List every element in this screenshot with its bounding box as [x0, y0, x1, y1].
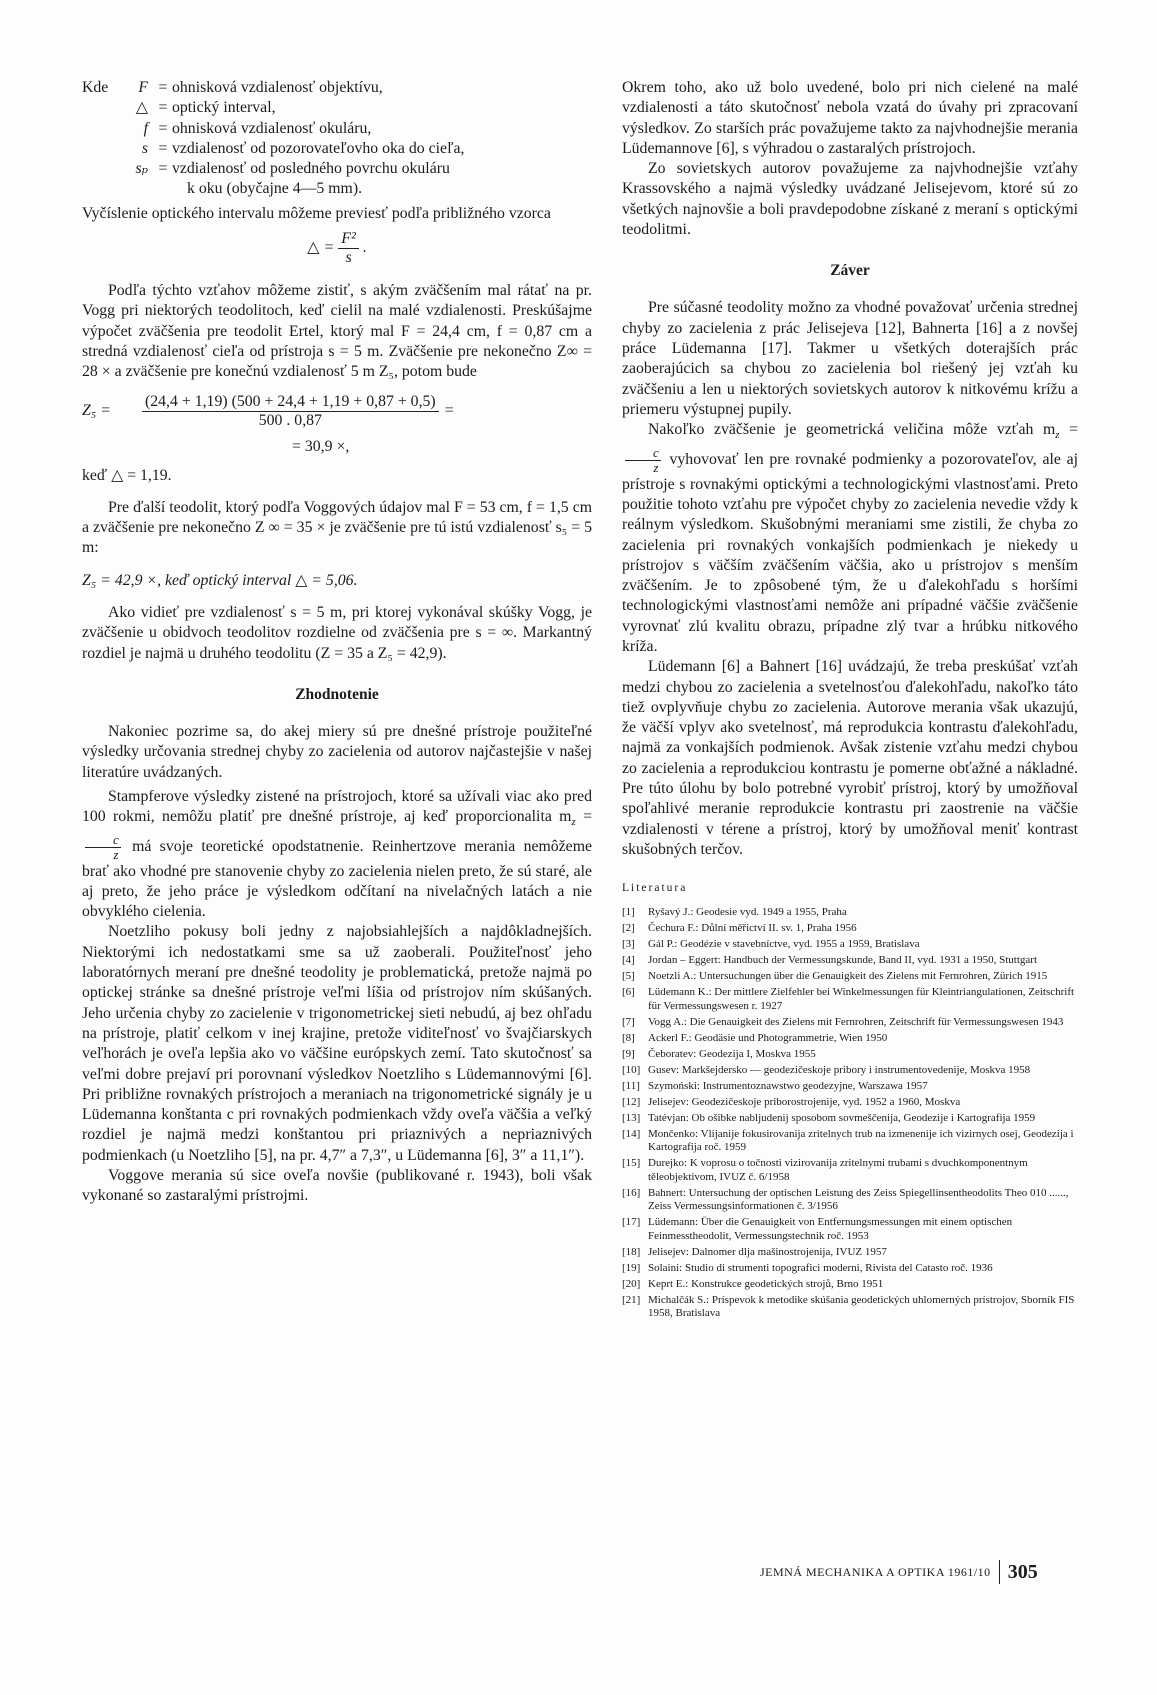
formula-z5-lhs: Z₅ =: [82, 402, 111, 420]
formula-z5-result: = 30,9 ×,: [292, 437, 350, 455]
paragraph-vogg-comparison: Ako vidieť pre vzdialenosť s = 5 m, pri ktorej vykonával skúšky Vogg, je zväčšenie u obidvoch teodolitov rozdielne od zväčšenia pre s = ∞. Markantný rozdiel je najmä u druhého teodolitu (Z = 35 a Z₅ = 42,9).: [82, 604, 592, 662]
variable-description: ohnisková vzdialenosť okuláru,: [172, 119, 372, 137]
page-number: 305: [1007, 1560, 1038, 1583]
reference-text: Gál P.: Geodézie v stavebníctve, vyd. 1955 a 1959, Bratislava: [648, 938, 920, 951]
formula-lhs: △ =: [307, 239, 335, 257]
reference-text: Tatévjan: Ob ošibke nabljudenij sposobom sovmeščenija, Geodezije i Kartografija 1959: [648, 1111, 1036, 1124]
variable-symbol: △: [135, 99, 148, 117]
stampfer-numerator: c: [85, 833, 121, 848]
reference-item: [622, 1032, 1078, 1046]
reference-item: [622, 1064, 1078, 1078]
reference-text: Jelisejev: Geodezičeskoje priborostrojenije, vyd. 1952 a 1960, Moskva: [648, 1095, 961, 1108]
reference-number: [4]: [622, 954, 635, 967]
reference-item: [622, 1016, 1078, 1030]
reference-number: [15]: [622, 1157, 641, 1170]
reference-text: Gusev: Markšejdersko — geodezičeskoje pribory i instrumentovedenije, Moskva 1958: [648, 1063, 1031, 1076]
reference-number: [9]: [622, 1047, 635, 1060]
formula-optical-interval: [82, 230, 592, 267]
right-column: [622, 78, 1078, 1323]
reference-number: [11]: [622, 1079, 640, 1092]
reference-list: [622, 906, 1078, 1321]
paragraph-older-works: Okrem toho, ako už bolo uvedené, bolo pri nich cielené na malé vzdialenosti a táto skutočnosť nebola vzatá do úvahy pri zpracovaní výsledkov. Zo starších prác považujeme takto za najvhodnejšie merania Lüdemannove [6], s výhradou o zastaralých prístrojoch.: [622, 79, 1078, 157]
reference-number: [8]: [622, 1031, 635, 1044]
section-heading-evaluation: Zhodnotenie: [295, 685, 379, 703]
reference-item: [622, 1157, 1078, 1184]
variable-equals: =: [158, 99, 168, 117]
reference-number: [1]: [622, 906, 635, 919]
geometric-text-b: vyhovovať len pre rovnaké podmienky a pozorovateľov, ale aj prístroje s rovnakými optickými a technologickými vlastnosťami. Preto použitie tohoto vzťahu pre výpočet chyby zo zacielenia nevedie vždy k reálnym výsledkom. Skušobnými meraniami sme zistili, že chyba zo zacielenia pri rovnakých vonkajších podmienkach je niekedy u prístrojov s väčším zväčšením väčšia, ako u prístrojov s menším zväčšením. Je to zpôsobené tým, že u ďalekohľadu s horšími technologickými vlastnosťami nemôže ani prípadné väčšie zväčšenie vyrovnať zlú kvalitu obrazu, prípadne zlý tvar a hrúbku nitkového kríža.: [622, 450, 1078, 655]
reference-item: [622, 1112, 1078, 1126]
variable-lead: [82, 139, 118, 159]
reference-item: [622, 1294, 1078, 1321]
variable-lead: [82, 159, 118, 179]
reference-number: [6]: [622, 986, 635, 999]
paragraph-stampfer: [82, 787, 592, 923]
variable-description: ohnisková vzdialenosť objektívu,: [172, 79, 383, 96]
variable-definition: [82, 159, 592, 179]
variable-description: vzdialenosť od posledného povrchu okuláru: [172, 160, 450, 178]
reference-item: [622, 1246, 1078, 1260]
reference-number: [18]: [622, 1245, 641, 1258]
reference-number: [19]: [622, 1261, 641, 1274]
variable-description: vzdialenosť od pozorovateľovho oka do cieľa,: [172, 139, 465, 157]
variable-symbol: sₚ: [135, 160, 148, 178]
reference-text: Jelisejev: Dalnomer dlja mašinostrojenija, IVUZ 1957: [648, 1245, 887, 1258]
reference-item: [622, 1096, 1078, 1110]
reference-text: Bahnert: Untersuchung der optischen Leistung des Zeiss Spiegellinsentheodolits Theo 010 ......, Zeiss Vermessungsinformationen č. 3/1956: [648, 1186, 1069, 1213]
reference-item: [622, 1262, 1078, 1276]
footer-divider: [999, 1560, 1000, 1584]
stampfer-equals: =: [575, 808, 592, 826]
reference-text: Jordan – Eggert: Handbuch der Vermessungskunde, Band II, vyd. 1931 a 1950, Stuttgart: [648, 954, 1038, 967]
reference-number: [2]: [622, 922, 635, 935]
formula-numerator: F²: [338, 230, 359, 249]
variable-definition: [82, 78, 592, 98]
reference-item: [622, 970, 1078, 984]
reference-item: [622, 1048, 1078, 1062]
left-column: [82, 78, 592, 1207]
reference-text: Lüdemann: Über die Genauigkeit von Entfernungsmessungen mit einem optischen Feinmesstheodolit, Vermessungstechnik roč. 1953: [648, 1216, 1013, 1242]
stampfer-text-b: má svoje teoretické opodstatnenie. Reinhertzove merania nemôžeme brať ako vhodné pre stanovenie chyby zo zacielenia nielen preto, že sú staré, ale aj preto, že jeho práce je výsledkom odčítaní na nivelačných latách a nie obvyklého cielenia.: [82, 837, 592, 921]
variable-equals: =: [158, 139, 168, 157]
reference-item: [622, 938, 1078, 952]
reference-item: [622, 1216, 1078, 1243]
reference-number: [3]: [622, 938, 635, 951]
paragraph-ludemann-bahnert: Lüdemann [6] a Bahnert [16] uvádzajú, že treba preskúšať vzťah medzi chybou zo zacielenia a svetelnosťou ďalekohľadu, nakoľko táto tiež ovplyvňuje chybu zo zacielenia. Autorove merania však ukazujú, že väčší vplyv ako svetelnosť, má reprodukcia kontrastu ďalekohľadu, najmä za vonkajších podmienok. Avšak zistenie vzťahu medzi chybou zo zacielenia a reprodukciou kontrastu je pomerne obťažné a nákladné. Pre túto úlohu by bolo potrebné vyrobiť prístroj, ktorý by umožňoval spoľahlivé meranie reprodukcie kontrastu pri zaostrenie na väčšie vzdialenosti v térene a prístroj, ktorý by umožňoval meniť kontrast skušobných terčov.: [622, 658, 1078, 858]
variable-definition-continuation: k oku (obyčajne 4—5 mm).: [187, 180, 363, 198]
reference-number: [14]: [622, 1127, 641, 1140]
formula-denominator: s: [345, 249, 352, 267]
geometric-fraction: [625, 446, 661, 475]
paragraph-noetzli: Noetzliho pokusy boli jedny z najobsiahlejších a najdôkladnejších. Niektorými ich nedostatkami sme sa už zaoberali. Použiteľnosť jeho laboratórnych meraní pre dnešné teodolity je problematická, pretože najmä po optickej stránke sa dnešné prístroje veľmi líšia od prístrojov ním skúšaných. Jeho určenia chyby zo zacielenie v trigonometrickej sieti nebudú, aj bez ohľadu na prístroje, platiť celkom v inej krajine, pretože viditeľnosť vo švajčiarskych veľhorách je oveľa lepšia ako vo väčšine európskych zemí. Tato skutočnosť sa veľmi dobre prejaví pri porovnaní výsledkov Noetzliho s Lüdemannovými [6]. Pri približne rovnakých prístrojoch a meraniach na trigonometrické signály je u Lüdemanna konštanta c pri rovnakých podmienkach vždy oveľa väčšia a veľký rozdiel je najmä medzi konštantou pri priaznivých a nepriaznivých podmienkach (u Noetzliho [5], na pr. 4,7″ a 7,3″, u Lüdemanna [6], 3″ a 11,1″).: [82, 923, 592, 1164]
stampfer-text-a: Stampferove výsledky zistené na prístrojoch, ktoré sa užívali viac ako pred 100 rokmi, nemôžu platiť pre dnešné prístroje, aj keď proporcionalita m: [82, 787, 592, 826]
reference-number: [13]: [622, 1111, 641, 1124]
paragraph-when-delta: keď △ = 1,19.: [82, 466, 172, 484]
geometric-subscript: z: [1055, 429, 1060, 442]
variable-equals: =: [158, 119, 168, 137]
reference-number: [20]: [622, 1277, 641, 1290]
variable-lead: [82, 119, 118, 139]
literature-heading: Literatura: [622, 882, 688, 895]
variable-definition: [82, 139, 592, 159]
formula-z5-fraction: [142, 393, 439, 430]
reference-item: [622, 1128, 1078, 1155]
reference-text: Keprt E.: Konstrukce geodetických strojů, Brno 1951: [648, 1277, 884, 1290]
geometric-denominator: z: [653, 459, 659, 475]
paragraph-second-theodolite: Pre ďalší teodolit, ktorý podľa Voggových údajov mal F = 53 cm, f = 1,5 cm a zväčšenie pre nekonečno Z ∞ = 35 × je zväčšenie pre tú istú vzdialenosť s₅ = 5 m:: [82, 498, 592, 557]
reference-item: [622, 954, 1078, 968]
stampfer-denominator: z: [113, 846, 119, 862]
variable-lead: [82, 98, 118, 118]
formula-z5-denominator: 500 . 0,87: [258, 411, 322, 429]
reference-item: [622, 906, 1078, 920]
reference-number: [21]: [622, 1293, 641, 1306]
page-footer: [760, 1560, 1038, 1584]
reference-number: [16]: [622, 1186, 641, 1199]
reference-item: [622, 1278, 1078, 1292]
variable-equals: =: [158, 160, 168, 178]
variable-symbol: F: [138, 79, 148, 96]
reference-item: [622, 1080, 1078, 1094]
reference-number: [5]: [622, 970, 635, 983]
variable-definitions: [82, 78, 592, 179]
variable-lead: Kde: [82, 79, 109, 96]
formula-tail: .: [362, 239, 367, 257]
reference-text: Szymoński: Instrumentoznawstwo geodezyjne, Warszawa 1957: [648, 1079, 928, 1092]
reference-text: Noetzli A.: Untersuchungen über die Genauigkeit des Zielens mit Fernrohren, Zürich 1915: [648, 970, 1048, 983]
variable-description: optický interval,: [172, 99, 276, 117]
reference-item: [622, 922, 1078, 936]
geometric-equals: =: [1059, 421, 1078, 439]
paragraph-magnification-check: Podľa týchto vzťahov môžeme zistiť, s akým zväčšením mal rátať na pr. Vogg pri niektorých teodolitoch, keď cielil na malé vzdialenosti. Preskúšajme výpočet zväčšenia pre teodolit Ertel, ktorý mal F = 24,4 cm, f = 0,87 cm a stredná vzdialenosť cieľa od prístroja s = 5 m. Zväčšenie pre nekonečno Z∞ = 28 × a zväčšenie pre konečnú vzdialenosť 5 m Z₅, potom bude: [82, 282, 592, 381]
reference-number: [17]: [622, 1216, 641, 1229]
paragraph-soviet-authors: Zo sovietskych autorov považujeme za najvhodnejšie vzťahy Krassovského a najmä výsledky uvádzané Jelisejevom, ktoré sú zo všetkých najnovšie a boli pravdepodobne získané z meraní s optickými teodolitmi.: [622, 160, 1078, 239]
reference-text: Vogg A.: Die Genauigkeit des Zielens mit Fernrohren, Zeitschrift für Vermessungswesen 1943: [648, 1015, 1064, 1028]
stampfer-fraction: [85, 833, 121, 862]
section-heading-conclusion: Záver: [830, 262, 870, 280]
reference-text: Solaini: Studio di strumenti topografici moderni, Rivista del Catasto roč. 1936: [648, 1261, 993, 1274]
formula-fraction: [338, 230, 359, 267]
reference-text: Ryšavý J.: Geodesie vyd. 1949 a 1955, Praha: [648, 906, 847, 919]
formula-z5-numerator: (24,4 + 1,19) (500 + 24,4 + 1,19 + 0,87 + 0,5): [142, 393, 439, 412]
variable-definition: [82, 98, 592, 118]
reference-text: Ackerl F.: Geodäsie und Photogrammetrie, Wien 1950: [648, 1031, 888, 1044]
paragraph-magnification-geometric: [622, 420, 1078, 657]
reference-item: [622, 1187, 1078, 1214]
reference-text: Durejko: K voprosu o točnosti vizirovanija zritelnymi trubami s dvuchkomponentnym těleobjektivom, IVUZ č. 6/1958: [648, 1157, 1028, 1183]
paragraph-evaluation-intro: Nakoniec pozrime sa, do akej miery sú pre dnešné prístroje použiteľné výsledky určovania strednej chyby zo zacielenia od autorov najčastejšie v našej literatúre uvádzaných.: [82, 722, 592, 781]
reference-text: Lüdemann K.: Der mittlere Zielfehler bei Winkelmessungen für Kleintriangulationen, Zeitschrift für Vermessungswesen r. 1927: [648, 986, 1075, 1012]
geometric-numerator: c: [625, 446, 661, 461]
formula-z5-equals: =: [444, 402, 454, 420]
journal-name: JEMNÁ MECHANIKA A OPTIKA 1961/10: [760, 1564, 991, 1579]
reference-number: [12]: [622, 1095, 641, 1108]
reference-item: [622, 986, 1078, 1013]
paragraph-conclusion-current: Pre súčasné teodolity možno za vhodné považovať určenia strednej chyby zo zacielenia z prác Jelisejeva [12], Bahnerta [16] a z novšej práce Lüdemanna [17]. Takmer u všetkých doterajších prác zaoberajúcich sa chybou zo zacielenia bol riešený jej vzťah ku zväčšeniu a len u niektorých sovietskych autorov k nitkovému krížu a priemeru výstupnej pupily.: [622, 299, 1078, 418]
formula-z5-second: Z₅ = 42,9 ×, keď optický interval △ = 5,06.: [82, 571, 358, 589]
paragraph-vogg-newer: Voggove merania sú sice oveľa novšie (publikované r. 1943), boli však vykonané so zastaralými prístrojmi.: [82, 1167, 592, 1205]
reference-number: [7]: [622, 1015, 635, 1028]
reference-number: [10]: [622, 1063, 641, 1076]
reference-text: Čechura F.: Důlní měřictví II. sv. 1, Praha 1956: [648, 922, 857, 935]
variable-equals: =: [158, 79, 168, 96]
variable-symbol: s: [141, 139, 148, 157]
reference-text: Mončenko: Vlijanije fokusirovanija zritelnych trub na izmenenije ich vizirnych osej, Geodezija i Kartografija roč. 1959: [648, 1127, 1074, 1154]
stampfer-subscript: z: [571, 816, 576, 829]
variable-symbol: f: [143, 119, 148, 137]
paragraph-optical-interval: Vyčíslenie optického intervalu môžeme previesť podľa približného vzorca: [82, 204, 551, 222]
variable-definition: [82, 119, 592, 139]
formula-z5: [82, 393, 592, 430]
reference-text: Michalčák S.: Príspevok k metodike skúšania geodetických uhlomerných prístrojov, Sborník FIS 1958, Bratislava: [648, 1293, 1075, 1320]
geometric-text-a: Nakoľko zväčšenie je geometrická veličina môže vzťah m: [648, 421, 1056, 439]
reference-text: Čeboratev: Geodezija I, Moskva 1955: [648, 1047, 816, 1060]
